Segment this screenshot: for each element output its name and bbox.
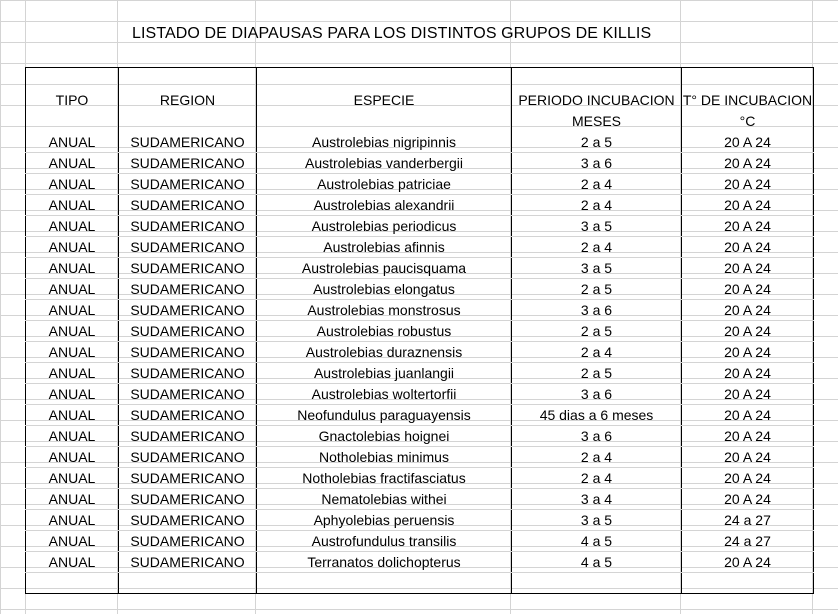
cell-periodo[interactable]: 2 a 4 xyxy=(512,195,682,216)
cell-especie[interactable]: Austrofundulus transilis xyxy=(257,531,512,552)
table-row xyxy=(26,216,814,237)
cell-temp[interactable]: 20 A 24 xyxy=(682,405,814,426)
cell-region[interactable]: SUDAMERICANO xyxy=(119,174,257,195)
cell-region[interactable]: SUDAMERICANO xyxy=(119,447,257,468)
cell-temp[interactable]: 20 A 24 xyxy=(682,300,814,321)
cell-region[interactable]: SUDAMERICANO xyxy=(119,531,257,552)
table-row xyxy=(26,132,814,153)
cell-region[interactable]: SUDAMERICANO xyxy=(119,237,257,258)
cell-periodo[interactable]: 2 a 4 xyxy=(512,174,682,195)
cell-tipo[interactable]: ANUAL xyxy=(26,489,119,510)
table-row xyxy=(26,489,814,510)
cell-temp[interactable]: 20 A 24 xyxy=(682,237,814,258)
cell-especie[interactable]: Austrolebias juanlangii xyxy=(257,363,512,384)
header-temp-line2: °C xyxy=(739,113,756,129)
cell-region[interactable]: SUDAMERICANO xyxy=(119,279,257,300)
empty-cell[interactable] xyxy=(26,573,119,594)
cell-periodo[interactable]: 3 a 5 xyxy=(512,510,682,531)
header-temp-line1: T° DE INCUBACION xyxy=(682,92,813,108)
cell-region[interactable]: SUDAMERICANO xyxy=(119,153,257,174)
cell-temp[interactable]: 20 A 24 xyxy=(682,384,814,405)
cell-tipo[interactable]: ANUAL xyxy=(26,132,119,153)
header-cell-especie[interactable]: ESPECIE xyxy=(257,68,512,133)
header-periodo-line2: MESES xyxy=(571,113,621,129)
cell-temp[interactable]: 20 A 24 xyxy=(682,132,814,153)
cell-especie[interactable]: Austrolebias nigripinnis xyxy=(257,132,512,153)
cell-tipo[interactable]: ANUAL xyxy=(26,279,119,300)
empty-cell[interactable] xyxy=(119,573,257,594)
table-row xyxy=(26,258,814,279)
cell-temp[interactable]: 20 A 24 xyxy=(682,426,814,447)
table-row xyxy=(26,279,814,300)
cell-especie[interactable]: Notholebias fractifasciatus xyxy=(257,468,512,489)
cell-region[interactable]: SUDAMERICANO xyxy=(119,258,257,279)
empty-row xyxy=(26,573,814,594)
cell-temp[interactable]: 20 A 24 xyxy=(682,258,814,279)
cell-tipo[interactable]: ANUAL xyxy=(26,447,119,468)
cell-periodo[interactable]: 2 a 4 xyxy=(512,237,682,258)
cell-tipo[interactable]: ANUAL xyxy=(26,237,119,258)
cell-periodo[interactable]: 2 a 5 xyxy=(512,363,682,384)
table-row xyxy=(26,153,814,174)
cell-especie[interactable]: Gnactolebias hoignei xyxy=(257,426,512,447)
cell-especie[interactable]: Aphyolebias peruensis xyxy=(257,510,512,531)
cell-tipo[interactable]: ANUAL xyxy=(26,426,119,447)
cell-temp[interactable]: 20 A 24 xyxy=(682,279,814,300)
cell-temp[interactable]: 20 A 24 xyxy=(682,195,814,216)
table-row xyxy=(26,384,814,405)
cell-region[interactable]: SUDAMERICANO xyxy=(119,510,257,531)
sheet-title[interactable]: LISTADO DE DIAPAUSAS PARA LOS DISTINTOS GRUPOS DE KILLIS xyxy=(132,25,652,42)
cell-especie[interactable]: Austrolebias vanderbergii xyxy=(257,153,512,174)
empty-cell[interactable] xyxy=(512,573,682,594)
table-row xyxy=(26,195,814,216)
cell-periodo[interactable]: 45 dias a 6 meses xyxy=(512,405,682,426)
cell-periodo[interactable]: 2 a 5 xyxy=(512,132,682,153)
table-row xyxy=(26,510,814,531)
cell-region[interactable]: SUDAMERICANO xyxy=(119,195,257,216)
cell-temp[interactable]: 20 A 24 xyxy=(682,363,814,384)
cell-tipo[interactable]: ANUAL xyxy=(26,216,119,237)
cell-especie[interactable]: Neofundulus paraguayensis xyxy=(257,405,512,426)
cell-periodo[interactable]: 2 a 4 xyxy=(512,447,682,468)
table-row xyxy=(26,405,814,426)
cell-periodo[interactable]: 2 a 4 xyxy=(512,468,682,489)
cell-tipo[interactable]: ANUAL xyxy=(26,552,119,573)
header-periodo-line1: PERIODO INCUBACION xyxy=(518,92,675,108)
cell-especie[interactable]: Austrolebias periodicus xyxy=(257,216,512,237)
cell-region[interactable]: SUDAMERICANO xyxy=(119,321,257,342)
cell-tipo[interactable]: ANUAL xyxy=(26,153,119,174)
cell-temp[interactable]: 20 A 24 xyxy=(682,321,814,342)
cell-region[interactable]: SUDAMERICANO xyxy=(119,342,257,363)
header-cell-temperatura[interactable] xyxy=(682,68,814,133)
cell-tipo[interactable]: ANUAL xyxy=(26,384,119,405)
cell-temp[interactable]: 20 A 24 xyxy=(682,489,814,510)
cell-region[interactable]: SUDAMERICANO xyxy=(119,384,257,405)
cell-especie[interactable]: Austrolebias monstrosus xyxy=(257,300,512,321)
cell-temp[interactable]: 24 a 27 xyxy=(682,531,814,552)
cell-tipo[interactable]: ANUAL xyxy=(26,510,119,531)
killis-diapause-table xyxy=(25,67,814,594)
cell-temp[interactable]: 20 A 24 xyxy=(682,468,814,489)
table-row xyxy=(26,426,814,447)
cell-especie[interactable]: Austrolebias robustus xyxy=(257,321,512,342)
cell-temp[interactable]: 20 A 24 xyxy=(682,216,814,237)
cell-region[interactable]: SUDAMERICANO xyxy=(119,363,257,384)
cell-especie[interactable]: Austrolebias duraznensis xyxy=(257,342,512,363)
cell-region[interactable]: SUDAMERICANO xyxy=(119,405,257,426)
cell-temp[interactable]: 20 A 24 xyxy=(682,153,814,174)
table-row xyxy=(26,237,814,258)
cell-region[interactable]: SUDAMERICANO xyxy=(119,489,257,510)
header-row xyxy=(26,68,814,133)
table-row xyxy=(26,300,814,321)
table-row xyxy=(26,321,814,342)
cell-region[interactable]: SUDAMERICANO xyxy=(119,300,257,321)
table-row xyxy=(26,552,814,573)
cell-region[interactable]: SUDAMERICANO xyxy=(119,468,257,489)
cell-region[interactable]: SUDAMERICANO xyxy=(119,426,257,447)
cell-tipo[interactable]: ANUAL xyxy=(26,321,119,342)
cell-periodo[interactable]: 3 a 6 xyxy=(512,153,682,174)
cell-region[interactable]: SUDAMERICANO xyxy=(119,552,257,573)
cell-especie[interactable]: Austrolebias woltertorfii xyxy=(257,384,512,405)
cell-temp[interactable]: 20 A 24 xyxy=(682,342,814,363)
cell-periodo[interactable]: 2 a 5 xyxy=(512,279,682,300)
cell-periodo[interactable]: 3 a 6 xyxy=(512,426,682,447)
table-row xyxy=(26,447,814,468)
table-row xyxy=(26,468,814,489)
cell-temp[interactable]: 24 a 27 xyxy=(682,510,814,531)
cell-region[interactable]: SUDAMERICANO xyxy=(119,132,257,153)
cell-region[interactable]: SUDAMERICANO xyxy=(119,216,257,237)
cell-periodo[interactable]: 3 a 5 xyxy=(512,216,682,237)
cell-periodo[interactable]: 4 a 5 xyxy=(512,531,682,552)
cell-especie[interactable]: Austrolebias alexandrii xyxy=(257,195,512,216)
cell-especie[interactable]: Austrolebias paucisquama xyxy=(257,258,512,279)
cell-tipo[interactable]: ANUAL xyxy=(26,405,119,426)
cell-tipo[interactable]: ANUAL xyxy=(26,342,119,363)
cell-especie[interactable]: Austrolebias elongatus xyxy=(257,279,512,300)
cell-tipo[interactable]: ANUAL xyxy=(26,174,119,195)
cell-periodo[interactable]: 3 a 6 xyxy=(512,384,682,405)
header-cell-region[interactable]: REGION xyxy=(119,68,257,133)
empty-cell[interactable] xyxy=(257,573,512,594)
cell-especie[interactable]: Terranatos dolichopterus xyxy=(257,552,512,573)
cell-tipo[interactable]: ANUAL xyxy=(26,468,119,489)
cell-tipo[interactable]: ANUAL xyxy=(26,363,119,384)
cell-temp[interactable]: 20 A 24 xyxy=(682,552,814,573)
table-row xyxy=(26,342,814,363)
cell-periodo[interactable]: 2 a 4 xyxy=(512,342,682,363)
cell-tipo[interactable]: ANUAL xyxy=(26,531,119,552)
cell-especie[interactable]: Austrolebias afinnis xyxy=(257,237,512,258)
cell-periodo[interactable]: 3 a 5 xyxy=(512,258,682,279)
cell-especie[interactable]: Austrolebias patriciae xyxy=(257,174,512,195)
table-row xyxy=(26,174,814,195)
table-row xyxy=(26,531,814,552)
cell-temp[interactable]: 20 A 24 xyxy=(682,447,814,468)
cell-periodo[interactable]: 2 a 5 xyxy=(512,321,682,342)
cell-periodo[interactable]: 3 a 4 xyxy=(512,489,682,510)
table-row xyxy=(26,363,814,384)
cell-especie[interactable]: Nematolebias withei xyxy=(257,489,512,510)
cell-periodo[interactable]: 4 a 5 xyxy=(512,552,682,573)
empty-cell[interactable] xyxy=(682,573,814,594)
cell-tipo[interactable]: ANUAL xyxy=(26,300,119,321)
cell-tipo[interactable]: ANUAL xyxy=(26,195,119,216)
cell-especie[interactable]: Notholebias minimus xyxy=(257,447,512,468)
cell-periodo[interactable]: 3 a 6 xyxy=(512,300,682,321)
cell-tipo[interactable]: ANUAL xyxy=(26,258,119,279)
header-cell-periodo[interactable] xyxy=(512,68,682,133)
cell-temp[interactable]: 20 A 24 xyxy=(682,174,814,195)
header-cell-tipo[interactable]: TIPO xyxy=(26,68,119,133)
